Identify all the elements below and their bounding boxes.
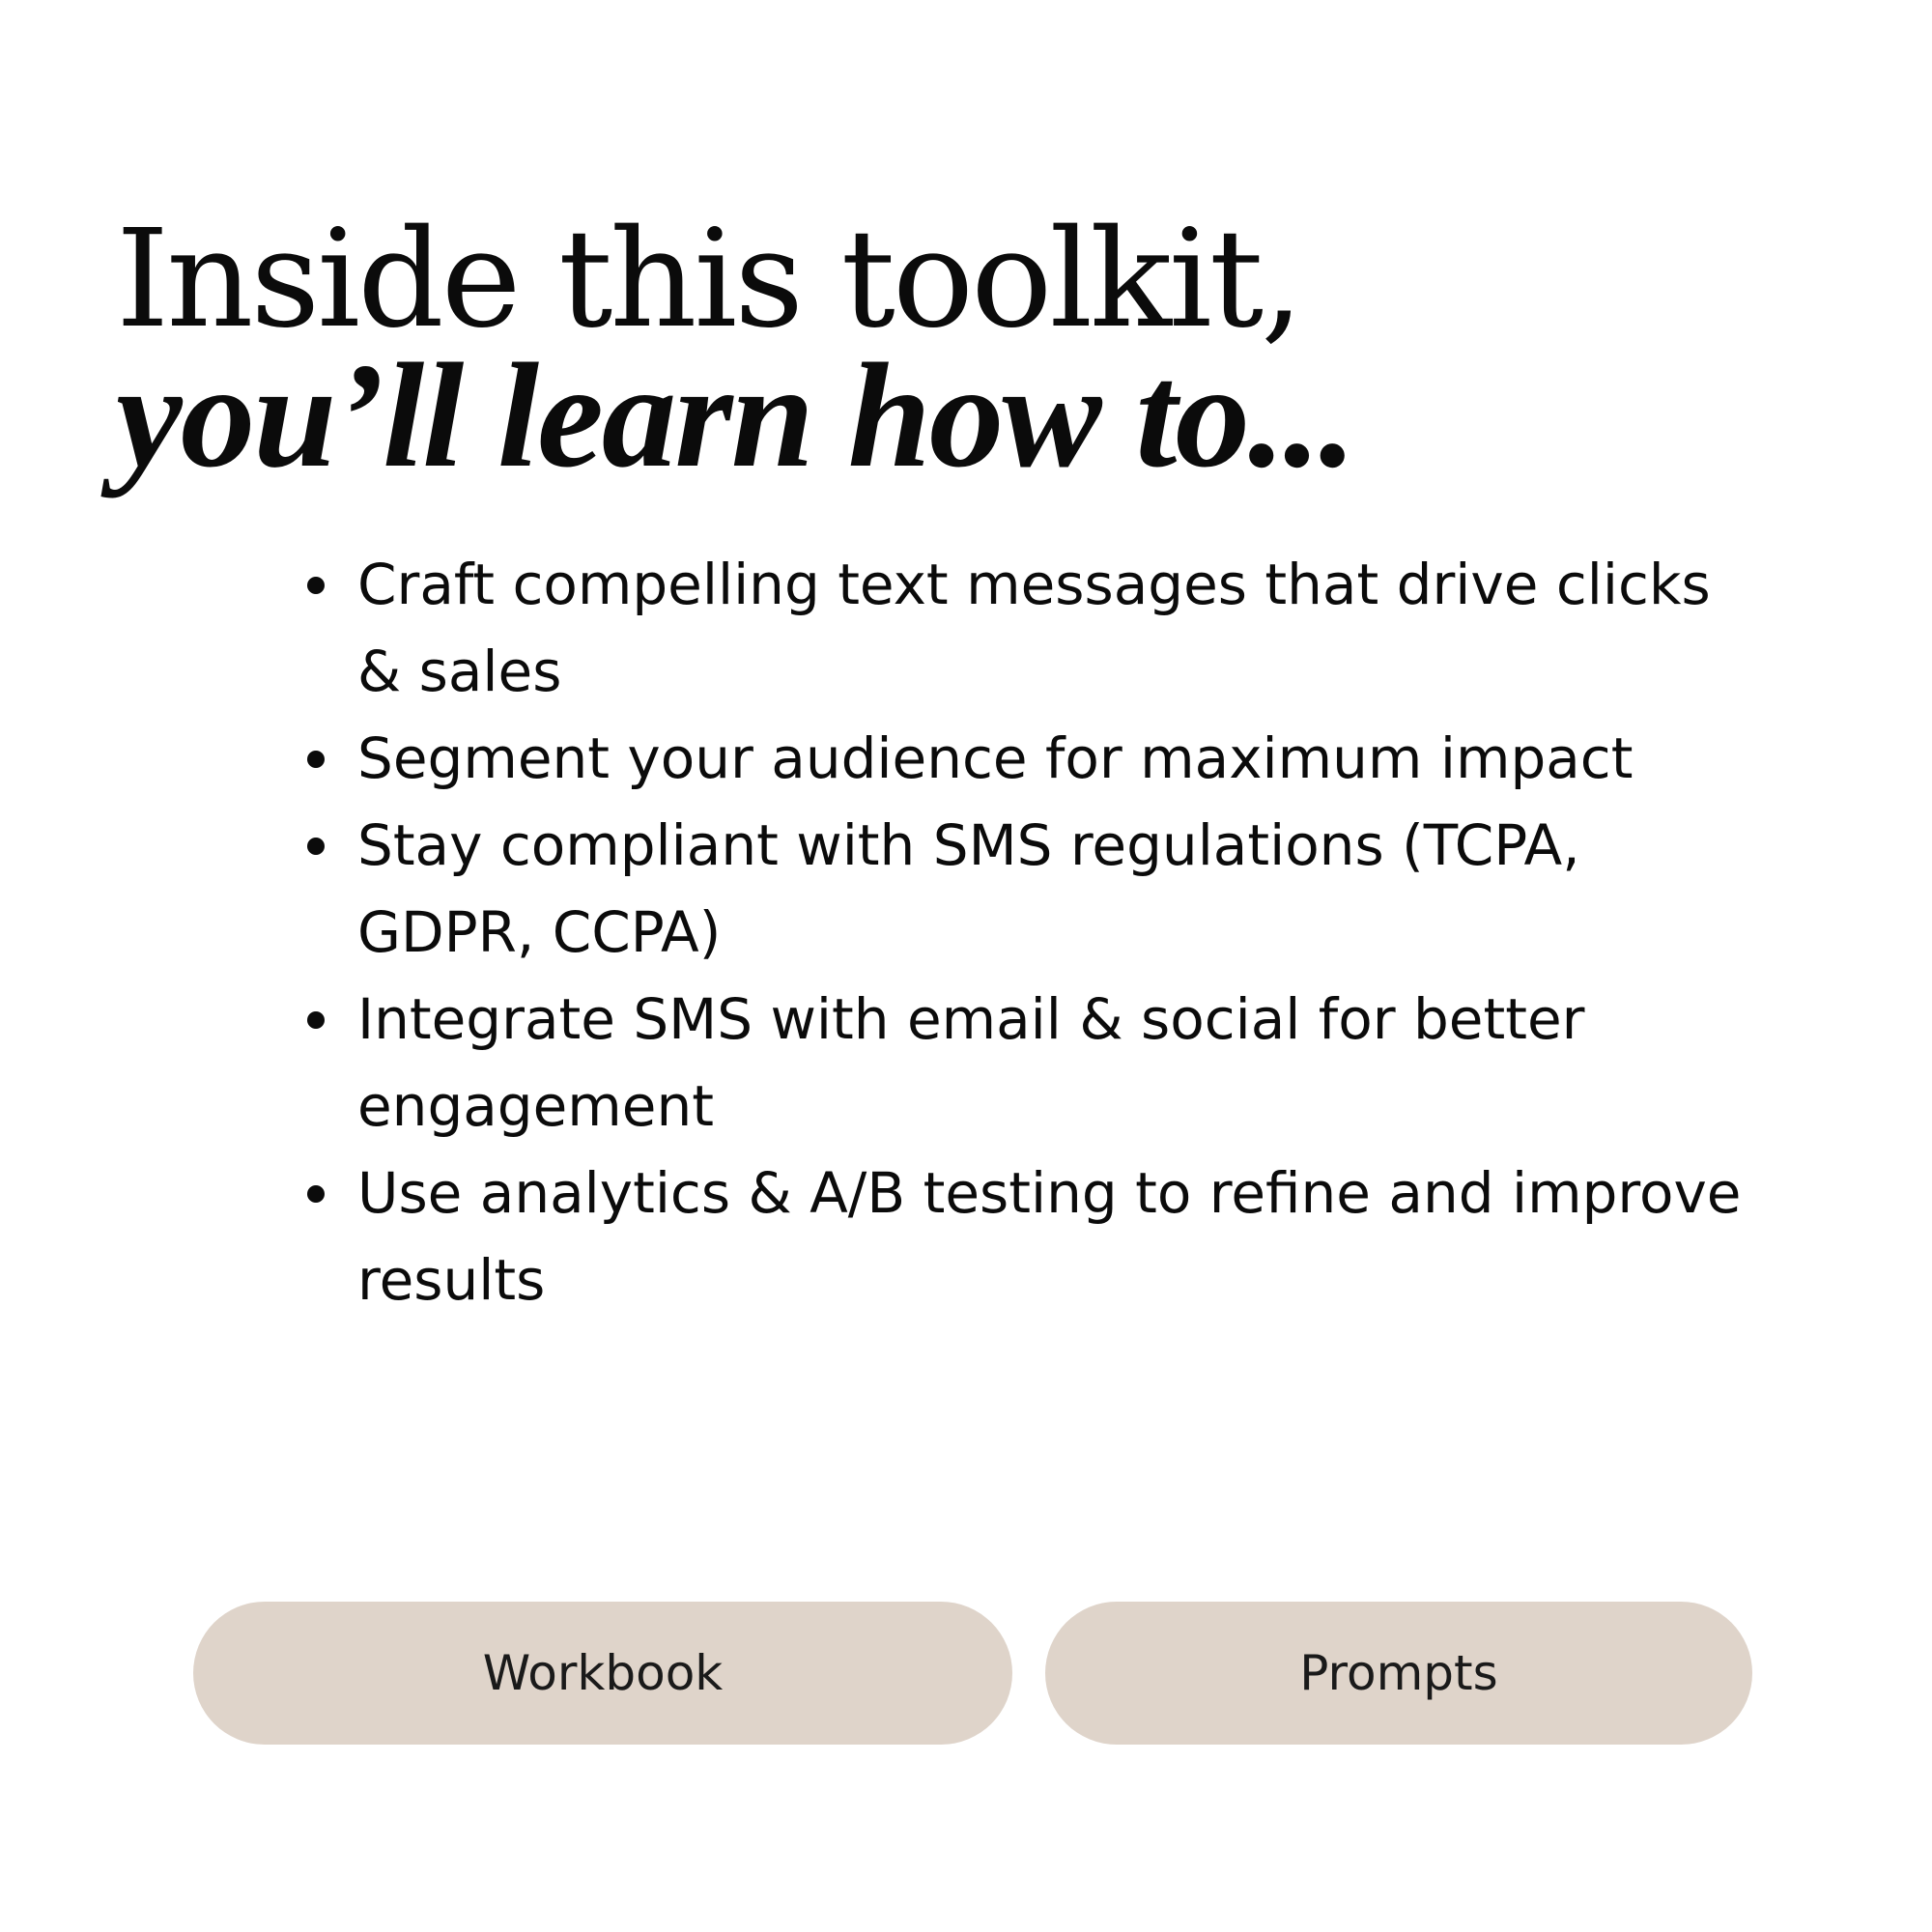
bullet-icon (307, 838, 325, 855)
list-item (357, 541, 1758, 715)
title-line-2: you’ll learn how to... (116, 332, 1355, 498)
bullet-icon (307, 1185, 325, 1203)
bullet-icon (307, 577, 325, 594)
list-item-text: Integrate SMS with email & social for better engagement (357, 986, 1585, 1139)
bullet-icon (307, 1011, 325, 1029)
learning-list (357, 541, 1758, 1323)
prompts-button[interactable]: Prompts (1045, 1602, 1752, 1745)
list-item-text: Stay compliant with SMS regulations (TCPA, GDPR, CCPA) (357, 812, 1580, 965)
title-line-1: Inside this toolkit, (116, 201, 1301, 358)
list-item (357, 1150, 1758, 1323)
list-item (357, 715, 1758, 802)
list-item-text: Craft compelling text messages that drive clicks & sales (357, 552, 1711, 704)
list-item (357, 976, 1758, 1150)
button-row (193, 1602, 1758, 1745)
page-title (116, 201, 1758, 498)
workbook-button[interactable]: Workbook (193, 1602, 1012, 1745)
list-item-text: Use analytics & A/B testing to refine and improve results (357, 1160, 1742, 1313)
list-item-text: Segment your audience for maximum impact (357, 725, 1634, 791)
bullet-icon (307, 751, 325, 768)
list-item (357, 802, 1758, 976)
